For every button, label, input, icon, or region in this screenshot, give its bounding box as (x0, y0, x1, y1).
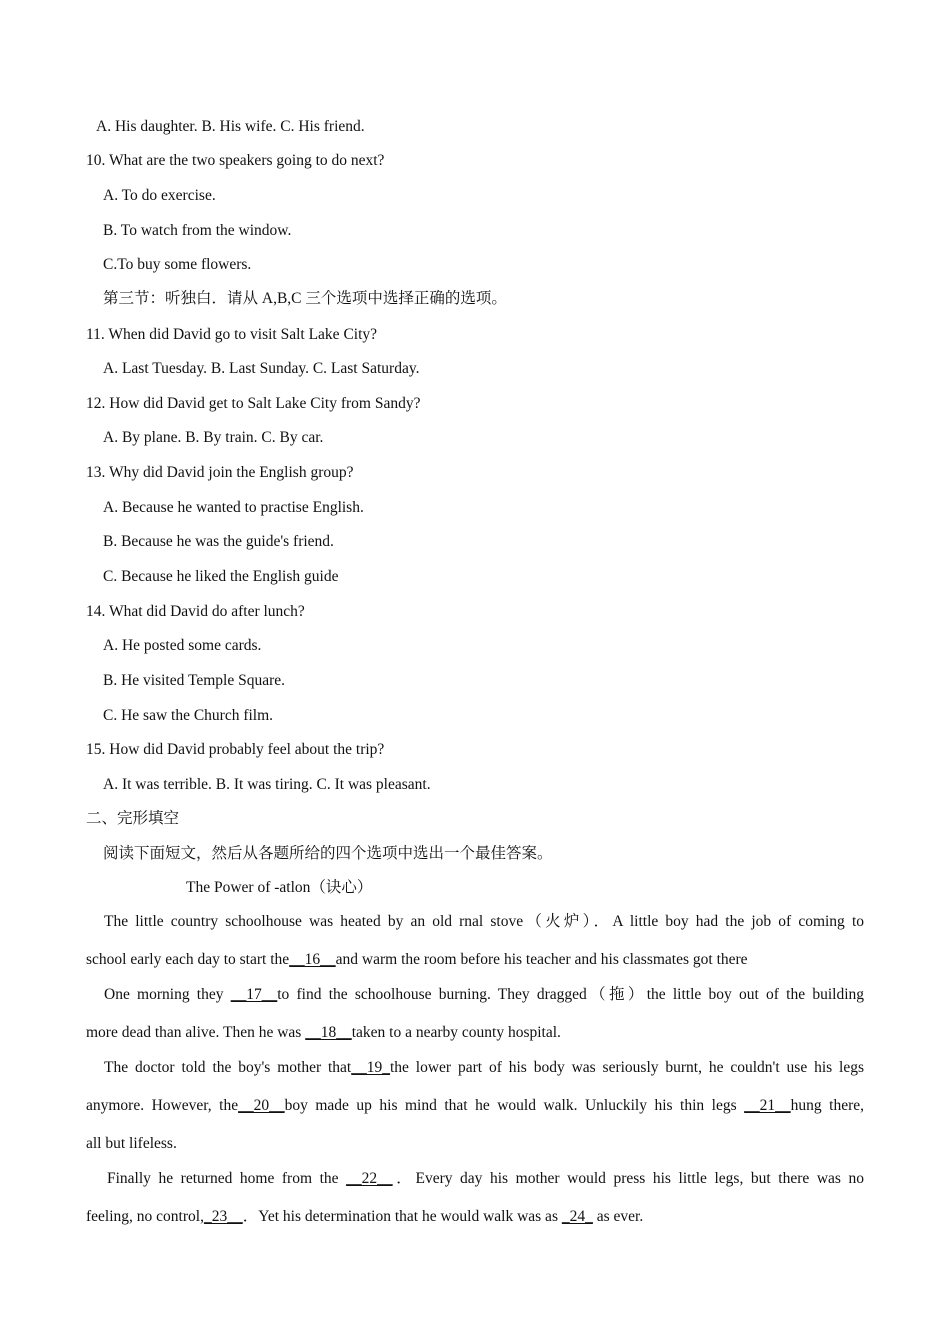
q13-stem: 13. Why did David join the English group? (86, 464, 354, 481)
p4-line2-text-b: ．Yet his determination that he would walk was as (242, 1208, 562, 1225)
p2-line1-text-a: One morning they (104, 986, 231, 1003)
q10-option-b: B. To watch from the window. (103, 222, 292, 239)
q13-option-b: B. Because he was the guide's friend. (103, 533, 334, 550)
q13-option-a: A. Because he wanted to practise English. (103, 499, 364, 516)
q13-option-c: C. Because he liked the English guide (103, 568, 339, 585)
blank-21: __21__ (744, 1097, 791, 1114)
q14-stem: 14. What did David do after lunch? (86, 603, 305, 620)
p3-line1-text-a: The doctor told the boy's mother that (104, 1059, 352, 1076)
p2-line1-text-b: to find the schoolhouse burning. They dragged（拖）the little boy out of the building (277, 986, 864, 1003)
p1-line2-text-a: school early each day to start the (86, 951, 290, 968)
p3-line2-text-c: hung there, (790, 1097, 864, 1114)
passage-title: The Power of -atlon（诀心） (186, 879, 373, 896)
blank-23: _23__ (203, 1208, 243, 1225)
p3-line2 (86, 1096, 864, 1116)
q9-options: A. His daughter. B. His wife. C. His friend. (96, 118, 365, 135)
p1-line1: The little country schoolhouse was heated by an old rnal stove（火炉）．A little boy had the job of coming to (104, 913, 864, 930)
p3-line2-text-a: anymore. However, the (86, 1097, 239, 1114)
p3-line3: all but lifeless. (86, 1135, 177, 1152)
p4-line1-text-b: ．Every day his mother would press his little legs, but there was no (392, 1170, 864, 1187)
p2-line1 (104, 985, 864, 1005)
p4-line2-text-a: feeling, no control, (86, 1208, 204, 1225)
q15-options: A. It was terrible. B. It was tiring. C. It was pleasant. (103, 776, 431, 793)
p2-line2-text-b: taken to a nearby county hospital. (351, 1024, 561, 1041)
q14-option-c: C. He saw the Church film. (103, 707, 274, 724)
q10-option-a: A. To do exercise. (103, 187, 216, 204)
q11-stem: 11. When did David go to visit Salt Lake City? (86, 326, 378, 343)
p4-line2-text-c: as ever. (592, 1208, 644, 1225)
q10-stem: 10. What are the two speakers going to do next? (86, 152, 385, 169)
cloze-section-title: 二、完形填空 (86, 810, 180, 827)
p3-line1-text-b: the lower part of his body was seriously burnt, he couldn't use his legs (389, 1059, 865, 1076)
p3-line1 (104, 1058, 864, 1078)
p1-line2 (86, 950, 748, 970)
blank-19: __19_ (351, 1059, 390, 1076)
blank-18: __18__ (305, 1024, 352, 1041)
q14-option-a: A. He posted some cards. (103, 637, 262, 654)
p2-line2-text-a: more dead than alive. Then he was (86, 1024, 306, 1041)
p2-line2 (86, 1023, 561, 1043)
blank-16: __16__ (289, 951, 336, 968)
p4-line2 (86, 1207, 643, 1227)
p1-line2-text-b: and warm the room before his teacher and his classmates got there (335, 951, 748, 968)
q12-stem: 12. How did David get to Salt Lake City from Sandy? (86, 395, 421, 412)
cloze-instruction: 阅读下面短文，然后从各题所给的四个选项中选出一个最佳答案。 (103, 845, 553, 862)
q11-options: A. Last Tuesday. B. Last Sunday. C. Last Saturday. (103, 360, 420, 377)
q15-stem: 15. How did David probably feel about the trip? (86, 741, 385, 758)
q12-options: A. By plane. B. By train. C. By car. (103, 429, 324, 446)
p4-line1 (107, 1169, 864, 1189)
section3-instruction: 第三节：听独白．请从 A,B,C 三个选项中选择正确的选项。 (103, 290, 507, 307)
blank-22: __22__ (346, 1170, 393, 1187)
p3-line2-text-b: boy made up his mind that he would walk. Unluckily his thin legs (284, 1097, 745, 1114)
p4-line1-text-a: Finally he returned home from the (107, 1170, 347, 1187)
q10-option-c: C.To buy some flowers. (103, 256, 252, 273)
blank-24: _24_ (561, 1208, 593, 1225)
blank-20: __20__ (238, 1097, 285, 1114)
blank-17: __17__ (230, 986, 278, 1003)
q14-option-b: B. He visited Temple Square. (103, 672, 286, 689)
